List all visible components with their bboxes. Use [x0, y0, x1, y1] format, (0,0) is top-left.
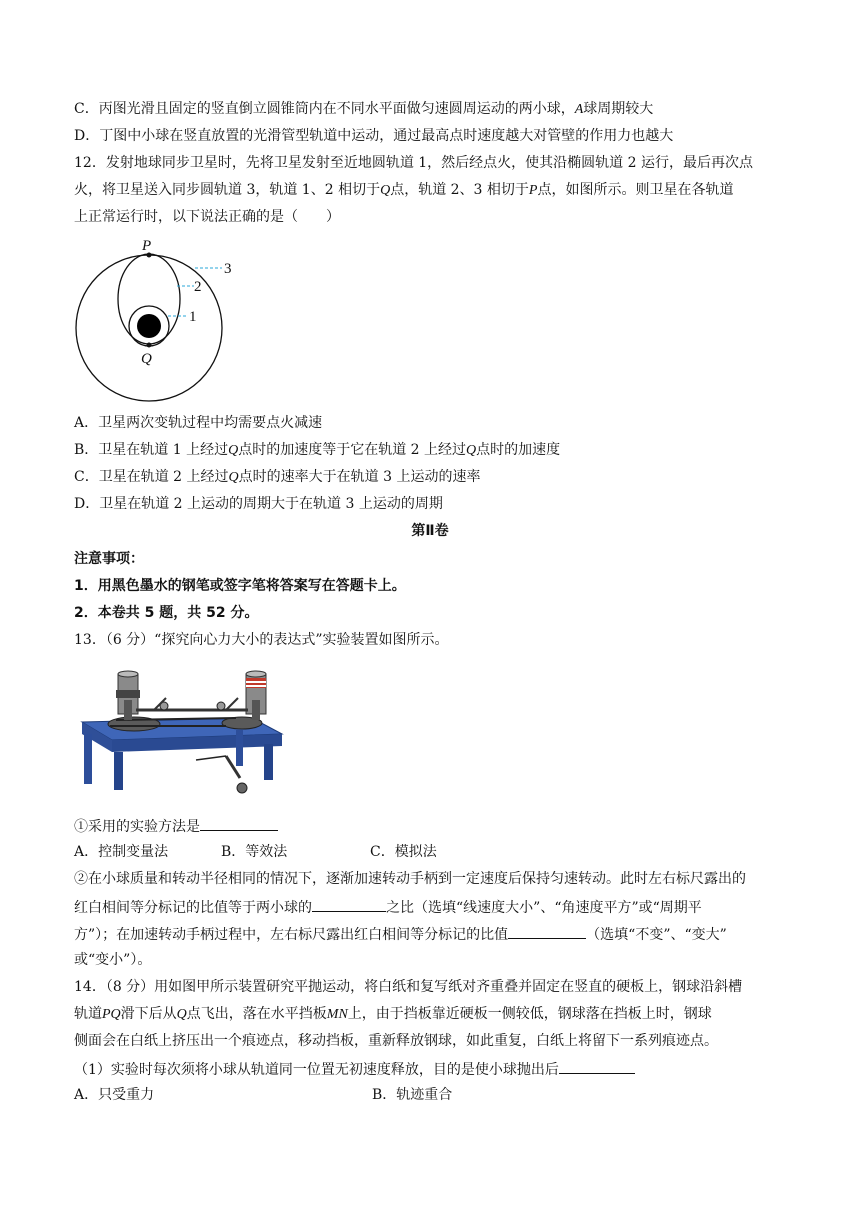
- answer-blank-2[interactable]: [312, 896, 386, 912]
- q12-stem-line2: 火，将卫星送入同步圆轨道 3，轨道 1、2 相切于Q点，轨道 2、3 相切于P点，如图所示。则卫星在各轨道: [74, 182, 734, 198]
- q13-option-c: C．模拟法: [370, 844, 437, 860]
- label-p: P: [142, 238, 152, 254]
- var-a: A: [574, 102, 584, 117]
- q13-option-b: B．等效法: [221, 844, 288, 860]
- label-q: Q: [141, 351, 152, 367]
- earth-icon: [137, 314, 161, 338]
- label-3: 3: [224, 261, 232, 277]
- q14-sub1: （1）实验时每次须将小球从轨道同一位置无初速度释放，目的是使小球抛出后: [74, 1058, 635, 1080]
- q14-option-a: A．只受重力: [74, 1087, 155, 1103]
- label-1: 1: [189, 309, 197, 325]
- answer-blank-3[interactable]: [508, 923, 586, 939]
- q13-sub1: ①采用的实验方法是: [74, 815, 278, 837]
- q12-option-d: D．卫星在轨道 2 上运动的周期大于在轨道 3 上运动的周期: [74, 496, 443, 512]
- q14-stem-line3: 侧面会在白纸上挤压出一个痕迹点，移动挡板，重新释放钢球，如此重复，白纸上将留下一系列痕迹点。: [74, 1033, 718, 1049]
- section-title: 第Ⅱ卷: [411, 523, 449, 539]
- q14-stem-line2: 轨道PQ滑下后从Q点飞出，落在水平挡板MN上，由于挡板靠近硬板一侧较低，钢球落在挡板上时，钢球: [74, 1006, 712, 1022]
- q14-stem-line1: 14．（8 分）用如图甲所示装置研究平抛运动，将白纸和复写纸对齐重叠并固定在竖直的硬板上，钢球沿斜槽: [74, 979, 743, 995]
- q12-stem-line3: 上正常运行时，以下说法正确的是（ ）: [74, 209, 340, 225]
- q13-sub2-line4: 或“变小”）。: [74, 952, 152, 968]
- centripetal-apparatus-figure: [76, 660, 286, 800]
- note-1: 1．用黑色墨水的钢笔或签字笔将答案写在答题卡上。: [74, 578, 406, 594]
- answer-blank-4[interactable]: [559, 1058, 635, 1074]
- q11-option-c: C．丙图光滑且固定的竖直倒立圆锥筒内在不同水平面做匀速圆周运动的两小球，A球周期较大: [74, 101, 654, 117]
- notes-heading: 注意事项：: [74, 551, 144, 567]
- q13-sub2-line3: 方”）；在加速转动手柄过程中，左右标尺露出红白相间等分标记的比值 （选填“不变”、“变大”: [74, 923, 727, 945]
- answer-blank-1[interactable]: [200, 815, 278, 831]
- q12-option-c: C．卫星在轨道 2 上经过Q点时的速率大于在轨道 3 上运动的速率: [74, 469, 481, 485]
- q12-option-a: A．卫星两次变轨过程中均需要点火减速: [74, 415, 323, 431]
- q13-sub2-line1: ②在小球质量和转动半径相同的情况下，逐渐加速转动手柄到一定速度后保持匀速转动。此时左右标尺露出的: [74, 871, 746, 887]
- label-2: 2: [194, 279, 202, 295]
- q13-sub2-line2: 红白相间等分标记的比值等于两小球的 之比（选填“线速度大小”、“角速度平方”或“周期平: [74, 896, 702, 918]
- q13-option-a: A．控制变量法: [74, 844, 169, 860]
- q12-stem-line1: 12．发射地球同步卫星时，先将卫星发射至近地圆轨道 1，然后经点火，使其沿椭圆轨道 2 运行，最后再次点: [74, 155, 753, 171]
- point-q-dot: [147, 343, 152, 348]
- q12-option-b: B．卫星在轨道 1 上经过Q点时的加速度等于它在轨道 2 上经过Q点时的加速度: [74, 442, 561, 458]
- orbit-diagram: [70, 232, 250, 407]
- q13-stem: 13．（6 分）“探究向心力大小的表达式”实验装置如图所示。: [74, 632, 449, 648]
- q11-option-d: D．丁图中小球在竖直放置的光滑管型轨道中运动，通过最高点时速度越大对管壁的作用力也越大: [74, 128, 674, 144]
- q14-option-b: B．轨迹重合: [372, 1087, 453, 1103]
- note-2: 2．本卷共 5 题，共 52 分。: [74, 605, 259, 621]
